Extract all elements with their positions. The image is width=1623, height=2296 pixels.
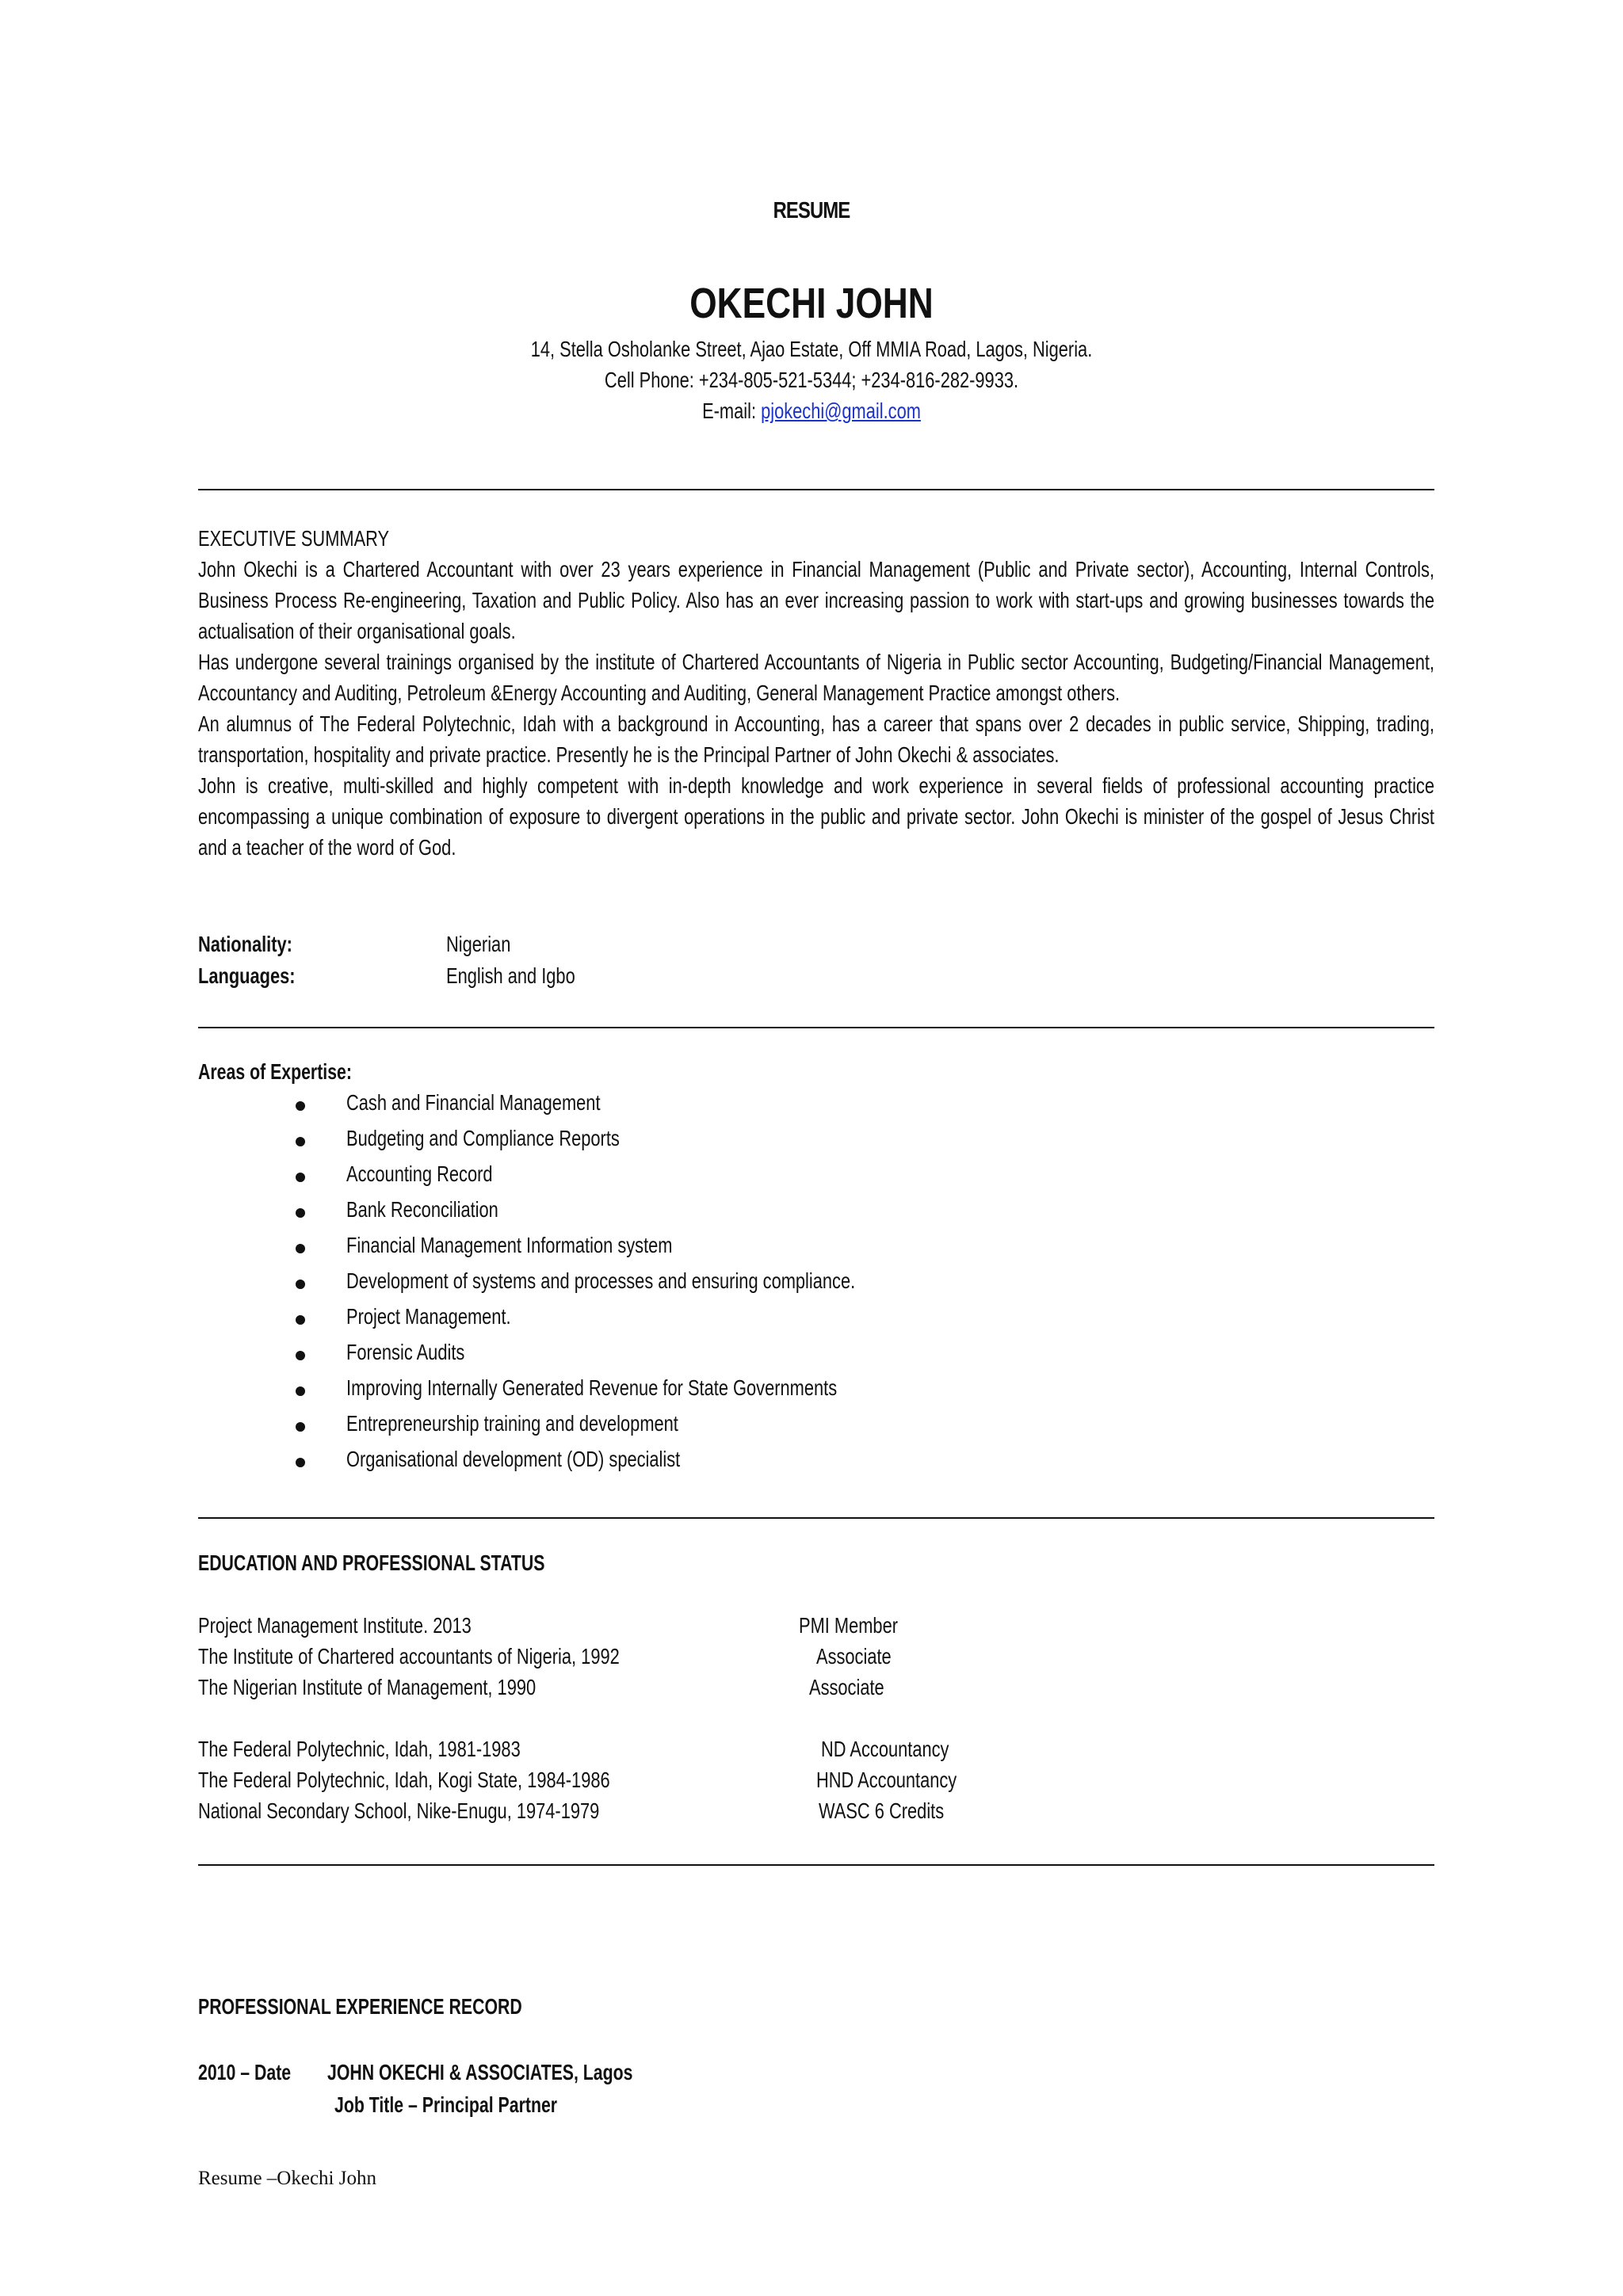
- resume-page: RESUME OKECHI JOHN 14, Stella Osholanke Street, Ajao Estate, Off MMIA Road, Lagos, Nigeria. Cell Phone: +234-805-521-5344; +234-816-282-9933. E-mail: pjokechi@gmail.com EXECUTIVE SUMMARY John Okechi is a Chartered Accountant with over 23 years experience in Financial Management (Public and Private sector), Accounting, Internal Controls, Business Process Re-engineering, Taxation and Public Policy. Also has an ever increasing passion to work with start-ups and growing businesses towards the actualisation of their organisational goals. Has undergone several trainings organised by the institute of Chartered Accountants of Nigeria in Public sector Accounting, Budgeting/Financial Management, Accountancy and Auditing, Petroleum &Energy Accounting and Auditing, General Management Practice amongst others. An alumnus of The Federal Polytechnic, Idah with a background in Accounting, has a career that spans over 2 decades in public service, Shipping, trading, transportation, hospitality and private practice. Presently he is the Principal Partner of John Okechi & associates. John is creative, multi-skilled and highly competent with in-depth knowledge and work experience in several fields of professional accounting practice encompassing a unique combination of exposure to divergent operations in the public and private sector. John Okechi is minister of the gospel of Jesus Christ and a teacher of the word of God. Nationality: Nigerian Languages: English and Igbo Areas of Expertise: Cash and Financial Management Budgeting and Compliance Reports Accounting Record Bank Reconciliation Financial Management Information system Development of systems and processes and ensuring compliance. Project Management. Forensic Audits Improving Internally Generated Revenue for State Governments Entrepreneurship training and development Organisational development (OD) specialist EDUCATION AND PROFESSIONAL STATUS Project Management Institute. 2013 PMI Member The Institute of Chartered accountants of Nigeria, 1992 Associate The Nigerian Institute of Management, 1990 Associate The Federal Polytechnic, Idah, 1981-1983 ND Accountancy The Federal Polytechnic, Idah, Kogi State, 1984-1986 HND Accountancy National Secondary School, Nike-Enugu, 1974-1979 WASC 6 Credits PROFESSIONAL EXPERIENCE RECORD 2010 – Date JOHN OKECHI & ASSOCIATES, Lagos Job Title – Principal Partner Resume –Okechi John: [0, 0, 1623, 2296]
- education-status: Associate: [816, 1644, 892, 1669]
- languages-label: Languages:: [198, 963, 296, 988]
- experience-job-title: Job Title – Principal Partner: [334, 2092, 558, 2117]
- executive-summary: [198, 523, 1434, 863]
- bullet-icon: [296, 1458, 305, 1467]
- summary-paragraph: An alumnus of The Federal Polytechnic, Idah with a background in Accounting, has a career that spans over 2 decades in public service, Shipping, trading, transportation, hospitality and private practice. Presently he is the Principal Partner of John Okechi & associates.: [198, 711, 1434, 767]
- experience-heading: PROFESSIONAL EXPERIENCE RECORD: [198, 1994, 522, 2019]
- bullet-icon: [296, 1351, 305, 1360]
- divider: [198, 1027, 1434, 1028]
- bullet-icon: [296, 1315, 305, 1325]
- divider: [198, 1864, 1434, 1866]
- summary-heading: EXECUTIVE SUMMARY: [198, 526, 390, 551]
- education-status: Associate: [809, 1675, 884, 1699]
- divider: [198, 489, 1434, 490]
- nationality-label: Nationality:: [198, 932, 292, 956]
- summary-paragraph: Has undergone several trainings organised by the institute of Chartered Accountants of Nigeria in Public sector Accounting, Budgeting/Financial Management, Accountancy and Auditing, Petroleum &Energy Accounting and Auditing, General Management Practice amongst others.: [198, 650, 1434, 705]
- education-institution: The Federal Polytechnic, Idah, Kogi State, 1984-1986: [198, 1768, 610, 1792]
- bullet-icon: [296, 1244, 305, 1253]
- address: 14, Stella Osholanke Street, Ajao Estate, Off MMIA Road, Lagos, Nigeria.: [530, 337, 1093, 361]
- bullet-icon: [296, 1137, 305, 1146]
- bullet-icon: [296, 1386, 305, 1396]
- bullet-icon: [296, 1422, 305, 1432]
- page-footer: Resume –Okechi John: [198, 2168, 376, 2189]
- education-institution: National Secondary School, Nike-Enugu, 1974-1979: [198, 1798, 600, 1823]
- education-status: WASC 6 Credits: [819, 1798, 945, 1823]
- bullet-icon: [296, 1101, 305, 1111]
- bullet-icon: [296, 1173, 305, 1182]
- candidate-name: OKECHI JOHN: [689, 280, 934, 327]
- expertise-heading: Areas of Expertise:: [198, 1059, 352, 1084]
- email-label: E-mail:: [702, 399, 762, 423]
- education-institution: The Federal Polytechnic, Idah, 1981-1983: [198, 1737, 521, 1761]
- nationality-value: Nigerian: [446, 932, 511, 956]
- summary-paragraph: John is creative, multi-skilled and highly competent with in-depth knowledge and work experience in several fields of professional accounting practice encompassing a unique combination of exposure to divergent operations in the public and private sector. John Okechi is minister of the gospel of Jesus Christ and a teacher of the word of God.: [198, 773, 1434, 860]
- education-institution: The Institute of Chartered accountants of Nigeria, 1992: [198, 1644, 620, 1669]
- education-institution: Project Management Institute. 2013: [198, 1613, 472, 1638]
- email-line: [178, 396, 1444, 426]
- bullet-icon: [296, 1280, 305, 1289]
- summary-paragraph: John Okechi is a Chartered Accountant with over 23 years experience in Financial Management (Public and Private sector), Accounting, Internal Controls, Business Process Re-engineering, Taxation and Public Policy. Also has an ever increasing passion to work with start-ups and growing businesses towards the actualisation of their organisational goals.: [198, 557, 1434, 643]
- experience-period: 2010 – Date: [198, 2060, 292, 2084]
- education-institution: The Nigerian Institute of Management, 1990: [198, 1675, 537, 1699]
- education-heading: EDUCATION AND PROFESSIONAL STATUS: [198, 1550, 545, 1575]
- education-status: HND Accountancy: [816, 1768, 957, 1792]
- bullet-icon: [296, 1208, 305, 1218]
- phone-numbers: Cell Phone: +234-805-521-5344; +234-816-282-9933.: [604, 368, 1019, 392]
- education-status: PMI Member: [799, 1613, 898, 1638]
- email-link[interactable]: pjokechi@gmail.com: [761, 399, 921, 423]
- experience-company: JOHN OKECHI & ASSOCIATES, Lagos: [327, 2060, 633, 2084]
- education-status: ND Accountancy: [821, 1737, 949, 1761]
- document-label: RESUME: [773, 198, 850, 223]
- divider: [198, 1517, 1434, 1519]
- languages-value: English and Igbo: [446, 963, 575, 988]
